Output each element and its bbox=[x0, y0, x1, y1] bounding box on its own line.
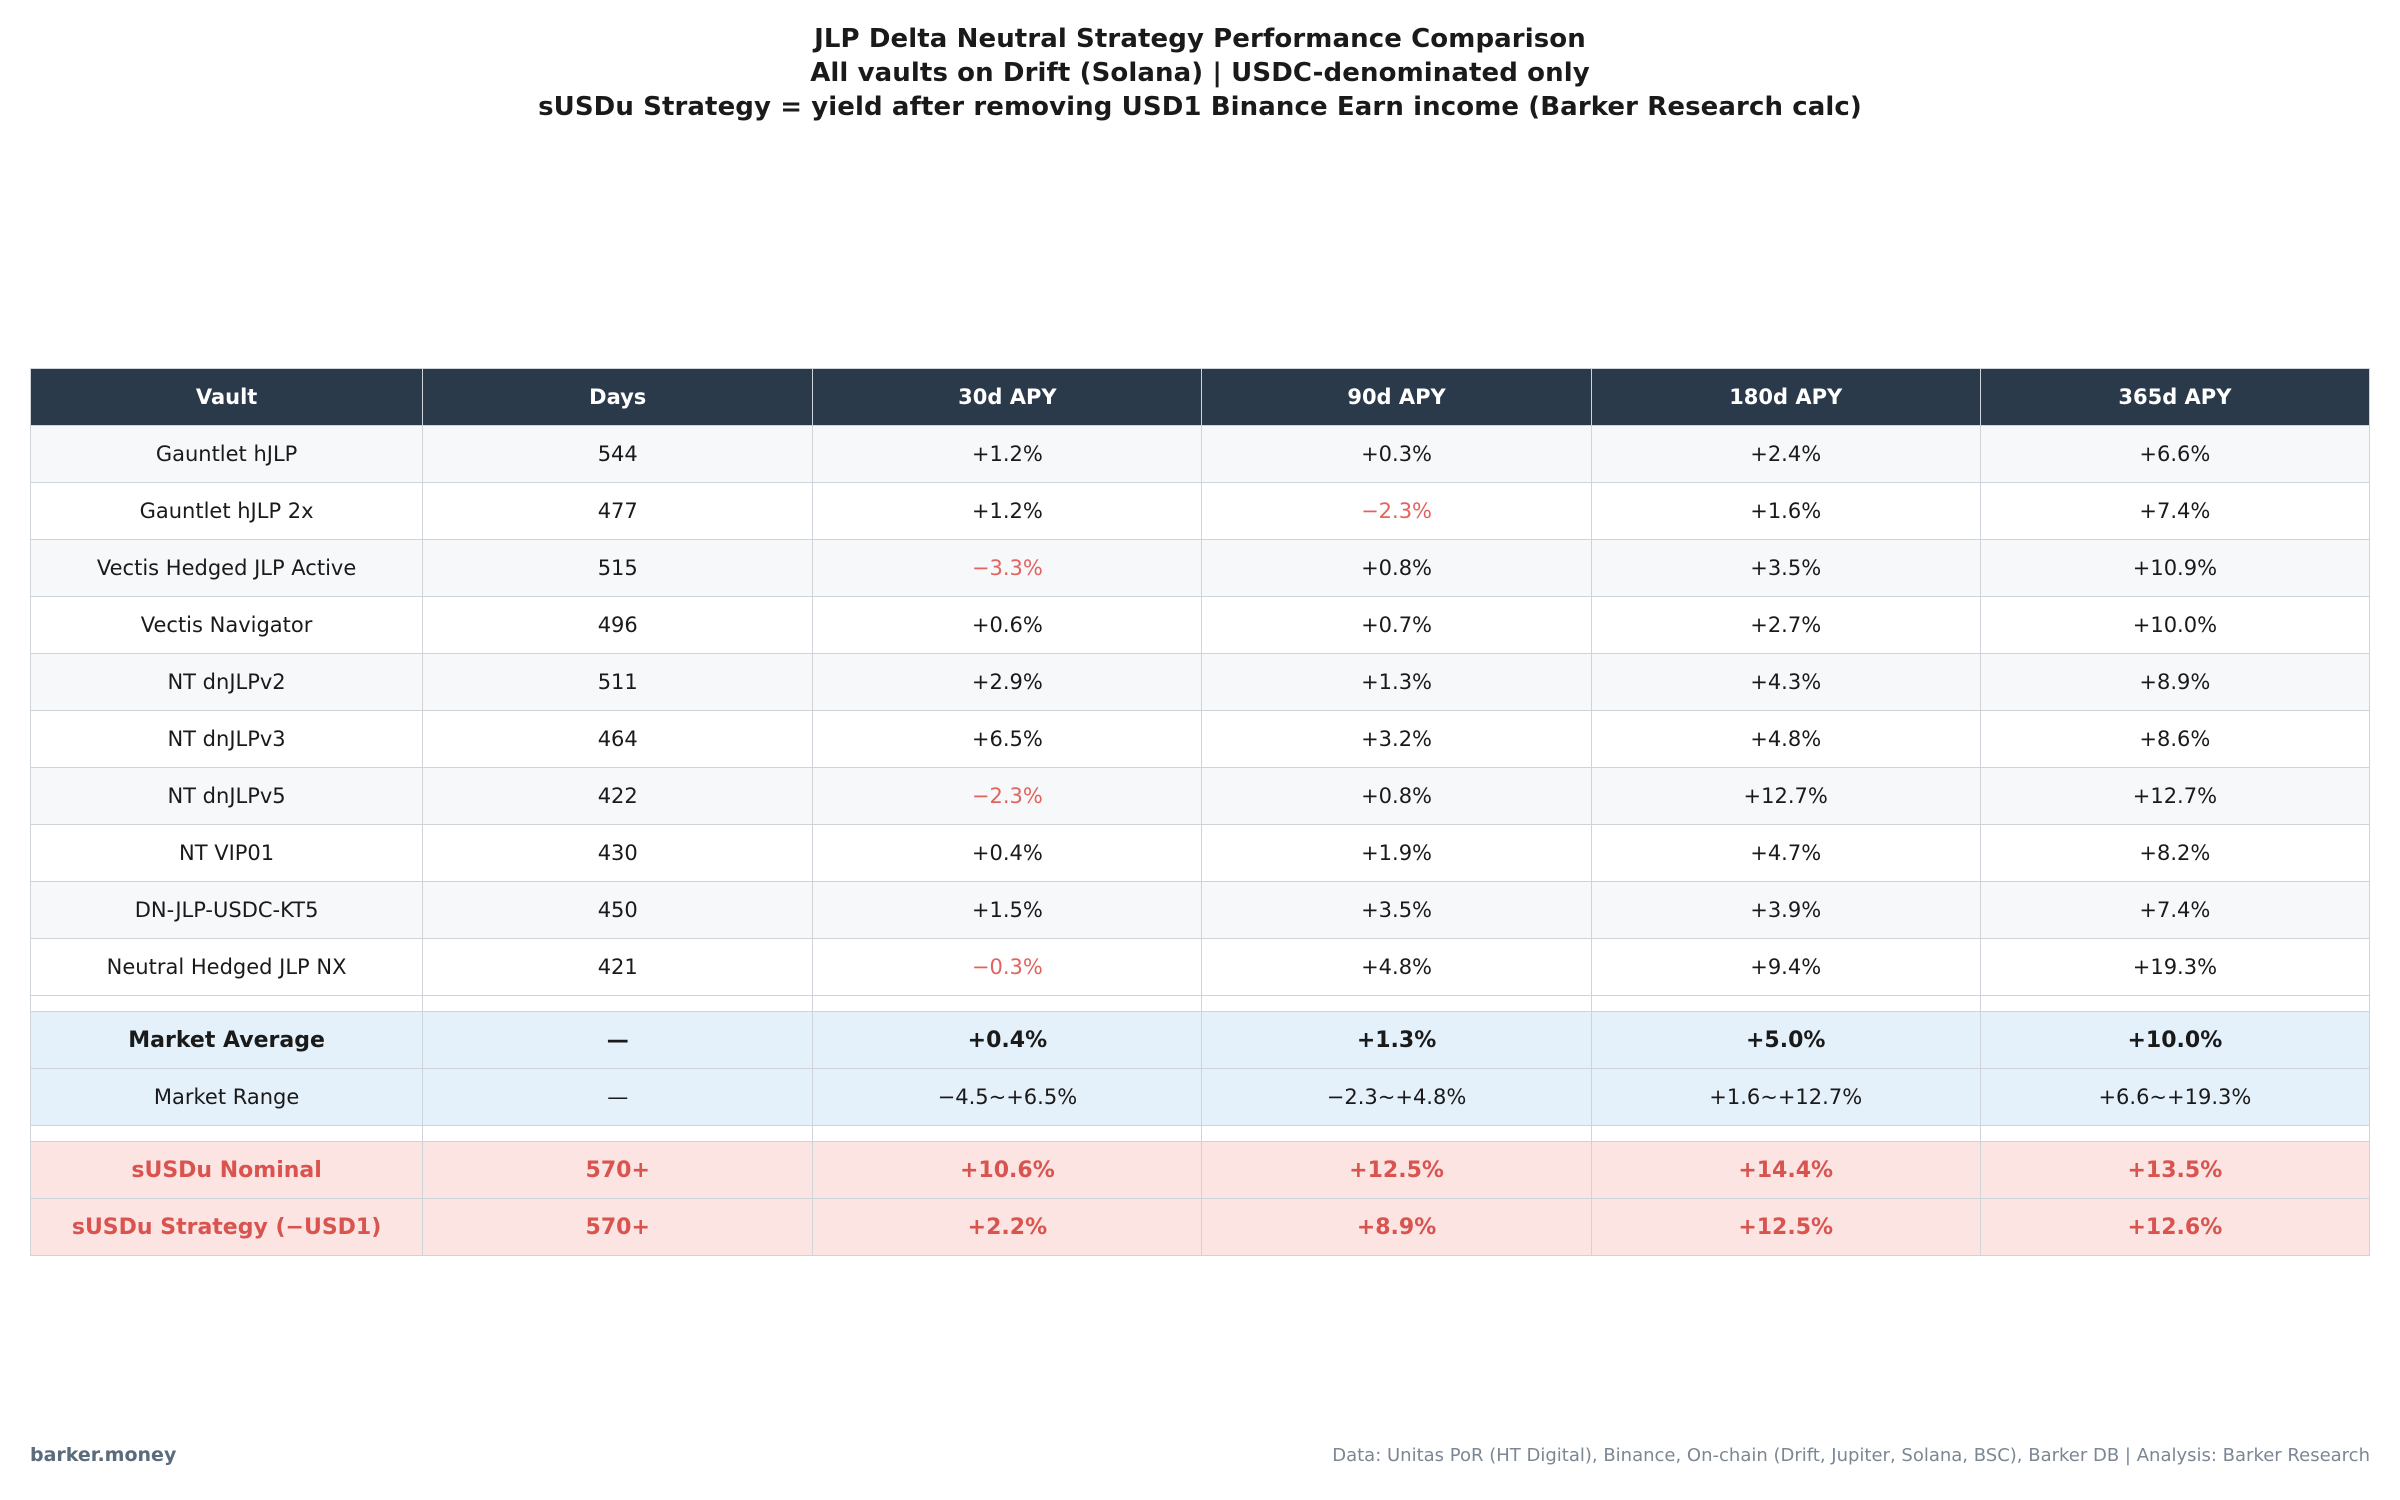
table-row bbox=[31, 426, 2370, 483]
cell-apy365: +12.7% bbox=[1980, 768, 2369, 825]
cell-apy365: +10.9% bbox=[1980, 540, 2369, 597]
market-average-row bbox=[31, 1012, 2370, 1069]
cell-apy90: +0.7% bbox=[1202, 597, 1591, 654]
cell-apy90: −2.3% bbox=[1202, 483, 1591, 540]
cell-apy90: +1.9% bbox=[1202, 825, 1591, 882]
column-header-180d: 180d APY bbox=[1591, 369, 1980, 426]
cell-apy180: +14.4% bbox=[1591, 1142, 1980, 1199]
cell-days: 450 bbox=[423, 882, 813, 939]
figure-title bbox=[0, 22, 2400, 124]
table-row bbox=[31, 540, 2370, 597]
cell-apy365: +6.6~+19.3% bbox=[1980, 1069, 2369, 1126]
cell-apy90: +0.8% bbox=[1202, 540, 1591, 597]
spacer-cell bbox=[813, 1126, 1202, 1142]
cell-apy365: +19.3% bbox=[1980, 939, 2369, 996]
cell-apy90: +0.3% bbox=[1202, 426, 1591, 483]
cell-apy90: +1.3% bbox=[1202, 654, 1591, 711]
cell-vault: Gauntlet hJLP 2x bbox=[31, 483, 423, 540]
cell-apy180: +4.8% bbox=[1591, 711, 1980, 768]
cell-apy365: +12.6% bbox=[1980, 1199, 2369, 1256]
spacer-cell bbox=[1980, 996, 2369, 1012]
table-row bbox=[31, 882, 2370, 939]
cell-days: — bbox=[423, 1069, 813, 1126]
footer-brand: barker.money bbox=[30, 1444, 177, 1466]
cell-apy365: +8.9% bbox=[1980, 654, 2369, 711]
cell-apy365: +13.5% bbox=[1980, 1142, 2369, 1199]
table-row bbox=[31, 768, 2370, 825]
cell-vault: NT dnJLPv3 bbox=[31, 711, 423, 768]
cell-apy180: +1.6% bbox=[1591, 483, 1980, 540]
spacer-cell bbox=[31, 1126, 423, 1142]
cell-apy180: +2.4% bbox=[1591, 426, 1980, 483]
cell-apy90: +1.3% bbox=[1202, 1012, 1591, 1069]
cell-apy90: +0.8% bbox=[1202, 768, 1591, 825]
column-header-365d: 365d APY bbox=[1980, 369, 2369, 426]
cell-days: — bbox=[423, 1012, 813, 1069]
footer-source: Data: Unitas PoR (HT Digital), Binance, On-chain (Drift, Jupiter, Solana, BSC), Barker DB | Analysis: Barker Research bbox=[1332, 1445, 2370, 1466]
cell-vault: NT dnJLPv5 bbox=[31, 768, 423, 825]
cell-apy30: −4.5~+6.5% bbox=[813, 1069, 1202, 1126]
cell-apy30: −0.3% bbox=[813, 939, 1202, 996]
table-body bbox=[31, 426, 2370, 1256]
cell-apy180: +4.7% bbox=[1591, 825, 1980, 882]
cell-apy90: +12.5% bbox=[1202, 1142, 1591, 1199]
cell-apy180: +12.7% bbox=[1591, 768, 1980, 825]
spacer-cell bbox=[1591, 996, 1980, 1012]
column-header-90d: 90d APY bbox=[1202, 369, 1591, 426]
cell-apy30: +1.5% bbox=[813, 882, 1202, 939]
performance-table bbox=[30, 368, 2370, 1256]
cell-apy365: +7.4% bbox=[1980, 882, 2369, 939]
cell-apy90: −2.3~+4.8% bbox=[1202, 1069, 1591, 1126]
cell-vault: Market Average bbox=[31, 1012, 423, 1069]
table-row bbox=[31, 711, 2370, 768]
cell-vault: Neutral Hedged JLP NX bbox=[31, 939, 423, 996]
performance-table-container bbox=[30, 368, 2370, 1256]
table-spacer-row bbox=[31, 1126, 2370, 1142]
cell-apy180: +3.9% bbox=[1591, 882, 1980, 939]
cell-apy180: +2.7% bbox=[1591, 597, 1980, 654]
table-row bbox=[31, 483, 2370, 540]
cell-apy180: +9.4% bbox=[1591, 939, 1980, 996]
cell-days: 496 bbox=[423, 597, 813, 654]
cell-days: 511 bbox=[423, 654, 813, 711]
spacer-cell bbox=[423, 1126, 813, 1142]
cell-vault: Market Range bbox=[31, 1069, 423, 1126]
cell-apy365: +6.6% bbox=[1980, 426, 2369, 483]
title-line-3: sUSDu Strategy = yield after removing USD1 Binance Earn income (Barker Research calc) bbox=[538, 92, 1862, 122]
cell-days: 421 bbox=[423, 939, 813, 996]
cell-days: 570+ bbox=[423, 1142, 813, 1199]
table-row bbox=[31, 597, 2370, 654]
cell-apy30: +0.6% bbox=[813, 597, 1202, 654]
cell-apy30: +10.6% bbox=[813, 1142, 1202, 1199]
susdu-nominal-row bbox=[31, 1142, 2370, 1199]
cell-apy180: +12.5% bbox=[1591, 1199, 1980, 1256]
spacer-cell bbox=[423, 996, 813, 1012]
cell-apy90: +3.5% bbox=[1202, 882, 1591, 939]
cell-apy90: +8.9% bbox=[1202, 1199, 1591, 1256]
spacer-cell bbox=[1591, 1126, 1980, 1142]
spacer-cell bbox=[813, 996, 1202, 1012]
spacer-cell bbox=[1980, 1126, 2369, 1142]
cell-apy365: +10.0% bbox=[1980, 597, 2369, 654]
cell-apy30: −2.3% bbox=[813, 768, 1202, 825]
cell-vault: sUSDu Strategy (−USD1) bbox=[31, 1199, 423, 1256]
spacer-cell bbox=[1202, 1126, 1591, 1142]
cell-apy30: −3.3% bbox=[813, 540, 1202, 597]
cell-apy30: +0.4% bbox=[813, 1012, 1202, 1069]
cell-apy90: +3.2% bbox=[1202, 711, 1591, 768]
cell-apy30: +1.2% bbox=[813, 483, 1202, 540]
cell-apy30: +6.5% bbox=[813, 711, 1202, 768]
susdu-strategy-row bbox=[31, 1199, 2370, 1256]
table-header-row bbox=[31, 369, 2370, 426]
cell-apy30: +2.9% bbox=[813, 654, 1202, 711]
cell-vault: Vectis Navigator bbox=[31, 597, 423, 654]
cell-vault: Vectis Hedged JLP Active bbox=[31, 540, 423, 597]
column-header-vault: Vault bbox=[31, 369, 423, 426]
cell-vault: DN-JLP-USDC-KT5 bbox=[31, 882, 423, 939]
cell-apy180: +4.3% bbox=[1591, 654, 1980, 711]
spacer-cell bbox=[1202, 996, 1591, 1012]
table-row bbox=[31, 825, 2370, 882]
cell-apy365: +10.0% bbox=[1980, 1012, 2369, 1069]
spacer-cell bbox=[31, 996, 423, 1012]
cell-vault: NT dnJLPv2 bbox=[31, 654, 423, 711]
cell-apy30: +0.4% bbox=[813, 825, 1202, 882]
cell-vault: sUSDu Nominal bbox=[31, 1142, 423, 1199]
table-header bbox=[31, 369, 2370, 426]
market-range-row bbox=[31, 1069, 2370, 1126]
title-line-1: JLP Delta Neutral Strategy Performance Comparison bbox=[814, 24, 1586, 54]
cell-vault: NT VIP01 bbox=[31, 825, 423, 882]
cell-days: 515 bbox=[423, 540, 813, 597]
cell-days: 570+ bbox=[423, 1199, 813, 1256]
title-line-2: All vaults on Drift (Solana) | USDC-denominated only bbox=[810, 58, 1590, 88]
cell-days: 544 bbox=[423, 426, 813, 483]
cell-apy365: +8.6% bbox=[1980, 711, 2369, 768]
cell-apy365: +8.2% bbox=[1980, 825, 2369, 882]
cell-apy180: +3.5% bbox=[1591, 540, 1980, 597]
cell-vault: Gauntlet hJLP bbox=[31, 426, 423, 483]
cell-apy90: +4.8% bbox=[1202, 939, 1591, 996]
cell-apy365: +7.4% bbox=[1980, 483, 2369, 540]
column-header-days: Days bbox=[423, 369, 813, 426]
table-row bbox=[31, 939, 2370, 996]
cell-days: 430 bbox=[423, 825, 813, 882]
table-row bbox=[31, 654, 2370, 711]
cell-apy180: +5.0% bbox=[1591, 1012, 1980, 1069]
cell-apy180: +1.6~+12.7% bbox=[1591, 1069, 1980, 1126]
cell-apy30: +2.2% bbox=[813, 1199, 1202, 1256]
table-spacer-row bbox=[31, 996, 2370, 1012]
cell-days: 477 bbox=[423, 483, 813, 540]
cell-days: 464 bbox=[423, 711, 813, 768]
cell-apy30: +1.2% bbox=[813, 426, 1202, 483]
column-header-30d: 30d APY bbox=[813, 369, 1202, 426]
cell-days: 422 bbox=[423, 768, 813, 825]
